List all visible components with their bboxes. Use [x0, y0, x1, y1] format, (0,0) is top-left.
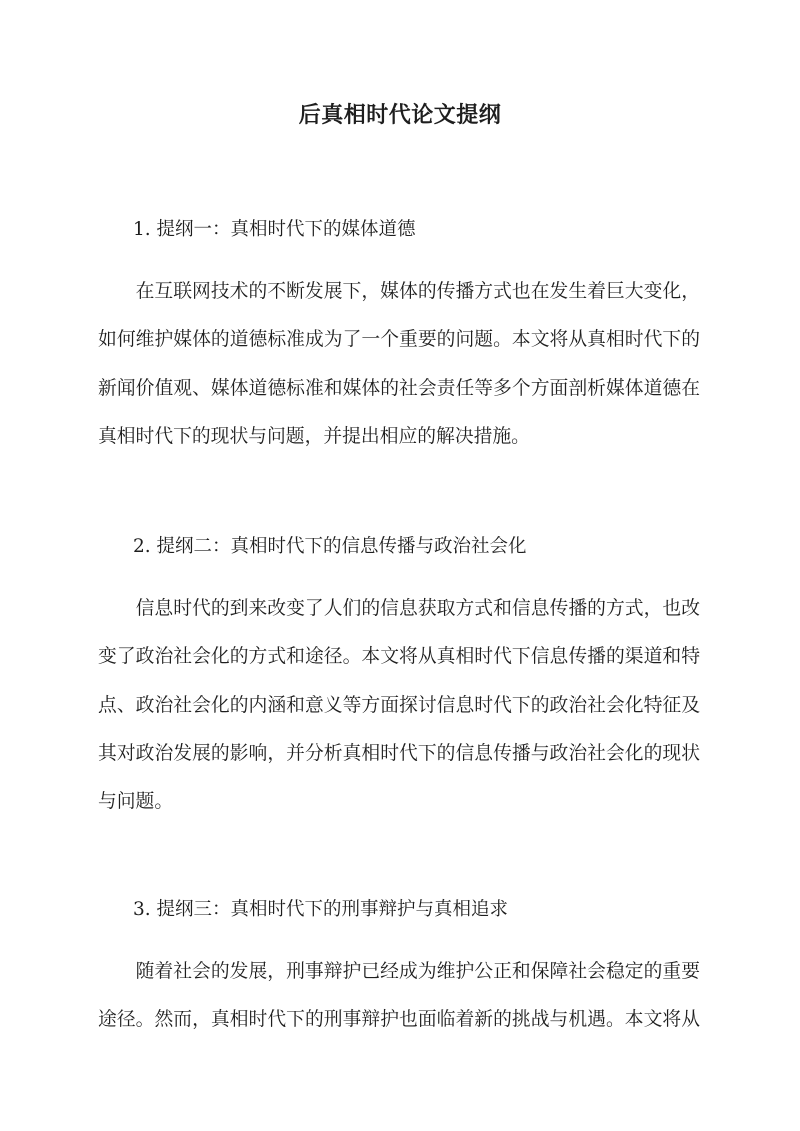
paragraph-line: 信息时代的到来改变了人们的信息获取方式和信息传播的方式，也改: [135, 598, 700, 619]
section-paragraph: [98, 948, 700, 1045]
paragraph-line: 新闻价值观、媒体道德标准和媒体的社会责任等多个方面剖析媒体道德在: [98, 377, 700, 399]
document-title: 后真相时代论文提纲: [298, 102, 502, 128]
paragraph-line: 变了政治社会化的方式和途径。本文将从真相时代下信息传播的渠道和特: [98, 646, 700, 668]
outline-section-2: [98, 523, 700, 826]
paragraph-line: 随着社会的发展，刑事辩护已经成为维护公正和保障社会稳定的重要: [135, 961, 700, 982]
section-heading: 1. 提纲一：真相时代下的媒体道德: [133, 219, 416, 240]
paragraph-line: 如何维护媒体的道德标准成为了一个重要的问题。本文将从真相时代下的: [98, 329, 700, 351]
paragraph-line: 与问题。: [98, 791, 174, 813]
paragraph-line: 其对政治发展的影响，并分析真相时代下的信息传播与政治社会化的现状: [98, 742, 700, 764]
paragraph-line: 在互联网技术的不断发展下，媒体的传播方式也在发生着巨大变化，: [135, 281, 700, 302]
paragraph-line: 途径。然而，真相时代下的刑事辩护也面临着新的挑战与机遇。本文将从: [98, 1009, 700, 1031]
section-paragraph: [98, 268, 700, 461]
section-paragraph: [98, 585, 700, 826]
section-heading: 2. 提纲二：真相时代下的信息传播与政治社会化: [133, 536, 527, 557]
paragraph-line: 点、政治社会化的内涵和意义等方面探讨信息时代下的政治社会化特征及: [98, 694, 700, 716]
paragraph-line: 真相时代下的现状与问题，并提出相应的解决措施。: [98, 425, 530, 447]
outline-section-1: [98, 206, 700, 461]
outline-section-3: [98, 886, 700, 1045]
section-heading: 3. 提纲三：真相时代下的刑事辩护与真相追求: [133, 899, 509, 920]
